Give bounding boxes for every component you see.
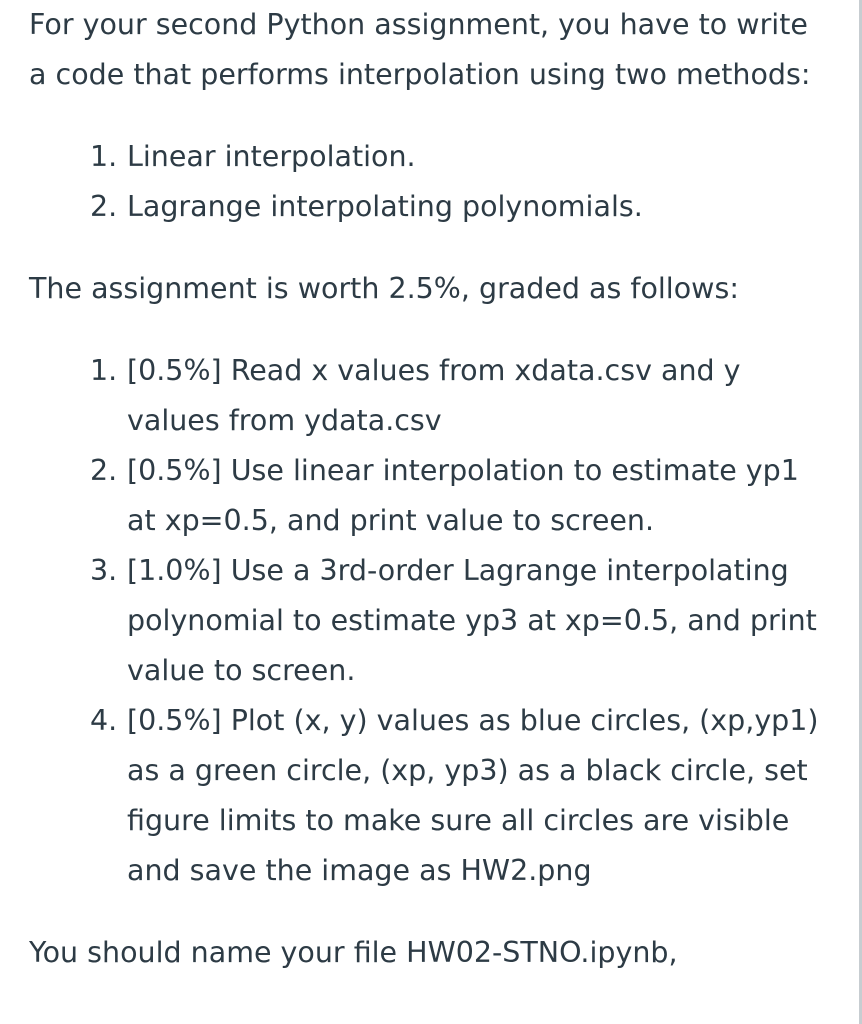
list-number: 2. — [90, 454, 118, 487]
list-number: 4. — [90, 704, 118, 737]
grading-item — [29, 446, 829, 546]
list-number: 1. — [90, 140, 118, 173]
list-number: 2. — [90, 190, 118, 223]
list-number: 3. — [90, 554, 118, 587]
grading-text: [1.0%] Use a 3rd-order Lagrange interpolating polynomial to estimate yp3 at xp=0.5, and print value to screen. — [127, 554, 817, 687]
intro-paragraph: For your second Python assignment, you have to write a code that performs interpolation using two methods: — [29, 8, 811, 91]
grading-intro: The assignment is worth 2.5%, graded as follows: — [29, 272, 739, 305]
grading-text: [0.5%] Use linear interpolation to estimate yp1 at xp=0.5, and print value to screen. — [127, 454, 799, 537]
assignment-content — [29, 0, 829, 978]
method-text: Lagrange interpolating polynomials. — [127, 190, 643, 223]
grading-text: [0.5%] Read x values from xdata.csv and y values from ydata.csv — [127, 354, 741, 437]
methods-list — [29, 132, 829, 232]
grading-item — [29, 546, 829, 696]
grading-item — [29, 696, 829, 896]
method-text: Linear interpolation. — [127, 140, 416, 173]
grading-item — [29, 346, 829, 446]
grading-list — [29, 346, 829, 896]
grading-text: [0.5%] Plot (x, y) values as blue circles, (xp,yp1) as a green circle, (xp, yp3) as a black circle, set figure limits to make sure all circles are visible and save the image as HW2.png — [127, 704, 819, 887]
list-number: 1. — [90, 354, 118, 387]
naming-paragraph: You should name your file HW02-STNO.ipynb, — [29, 936, 678, 969]
method-item — [29, 182, 829, 232]
method-item — [29, 132, 829, 182]
